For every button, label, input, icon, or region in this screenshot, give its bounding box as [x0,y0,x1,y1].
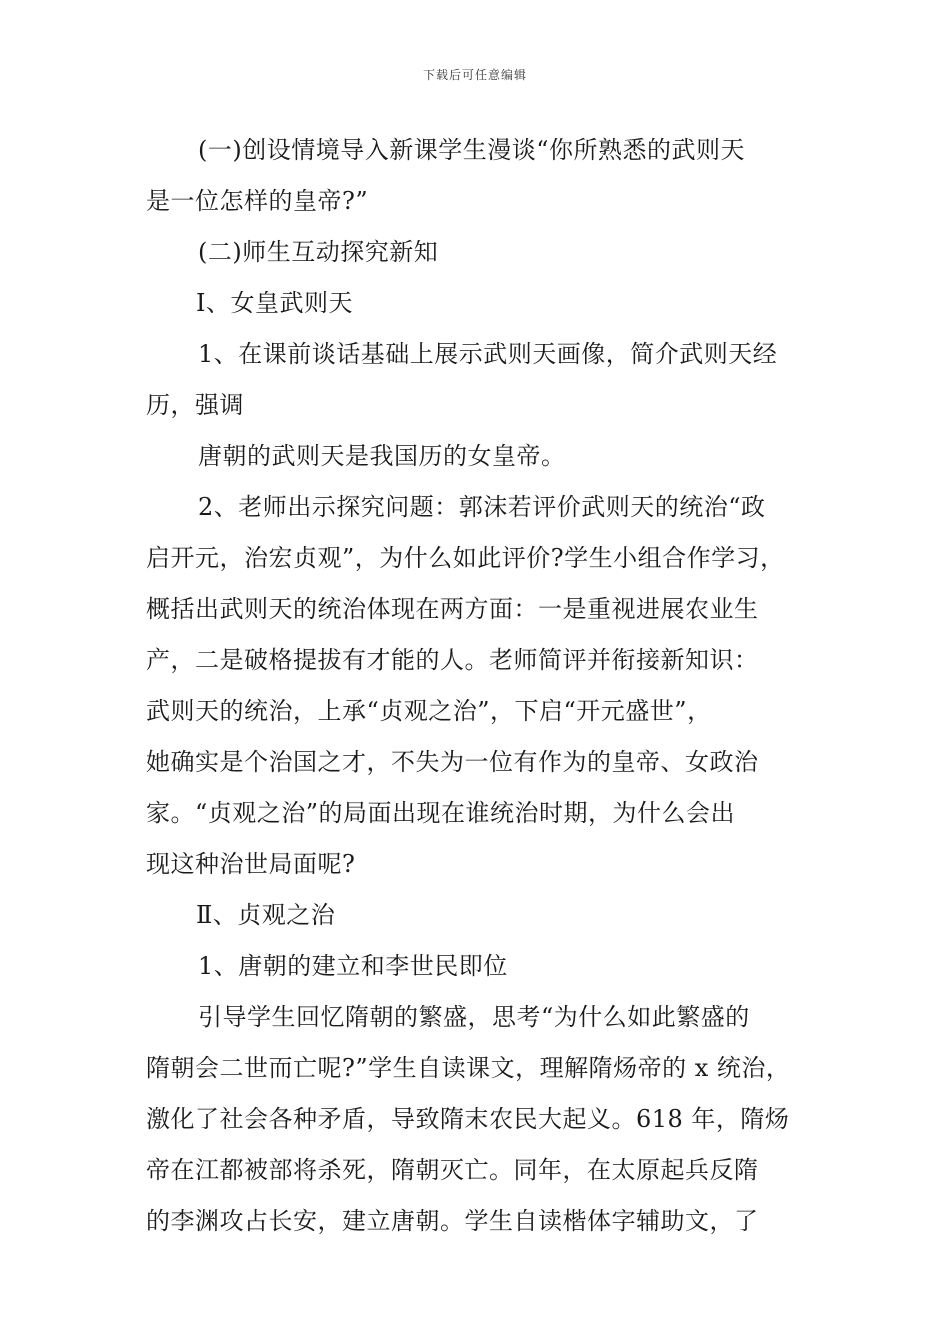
paragraph-line: 家。“贞观之治”的局面出现在谁统治时期，为什么会出 [146,799,736,827]
paragraph-line: 启开元，治宏贞观”，为什么如此评价?学生小组合作学习， [146,544,785,572]
paragraph-line: 产，二是破格提拔有才能的人。老师简评并衔接新知识： [146,646,759,674]
subsection-heading: 1、唐朝的建立和李世民即位 [198,952,508,980]
paragraph-line: 帝在江都被部将杀死，隋朝灭亡。同年，在太原起兵反隋 [146,1156,759,1184]
paragraph-line: 历，强调 [146,391,244,419]
paragraph-line: 唐朝的武则天是我国历的女皇帝。 [198,442,566,470]
section-heading: (二)师生互动探究新知 [198,238,439,266]
paragraph-line: 她确实是个治国之才，不失为一位有作为的皇帝、女政治 [146,748,759,776]
paragraph-line: 现这种治世局面呢? [146,850,356,878]
section-heading: Ⅰ、女皇武则天 [196,289,353,317]
page-header-note: 下载后可任意编辑 [422,68,527,82]
paragraph-line: 武则天的统治，上承“贞观之治”，下启“开元盛世”， [146,697,712,725]
paragraph-line: 隋朝会二世而亡呢?”学生自读课文，理解隋炀帝的 x 统治， [146,1054,791,1082]
paragraph-line: 1、在课前谈话基础上展示武则天画像，简介武则天经 [198,340,778,368]
document-body [146,130,816,1252]
paragraph-line: 概括出武则天的统治体现在两方面：一是重视进展农业生 [146,595,759,623]
section-heading: Ⅱ、贞观之治 [196,901,336,929]
paragraph-line: 2、老师出示探究问题：郭沫若评价武则天的统治“政 [198,493,766,521]
paragraph-line: 的李渊攻占长安，建立唐朝。学生自读楷体字辅助文，了 [146,1207,759,1235]
paragraph-line: 激化了社会各种矛盾，导致隋末农民大起义。618 年，隋炀 [146,1105,790,1133]
paragraph-line: 是一位怎样的皇帝?” [146,187,369,215]
paragraph-line: (一)创设情境导入新课学生漫谈“你所熟悉的武则天 [198,136,745,164]
paragraph-line: 引导学生回忆隋朝的繁盛，思考“为什么如此繁盛的 [198,1003,750,1031]
